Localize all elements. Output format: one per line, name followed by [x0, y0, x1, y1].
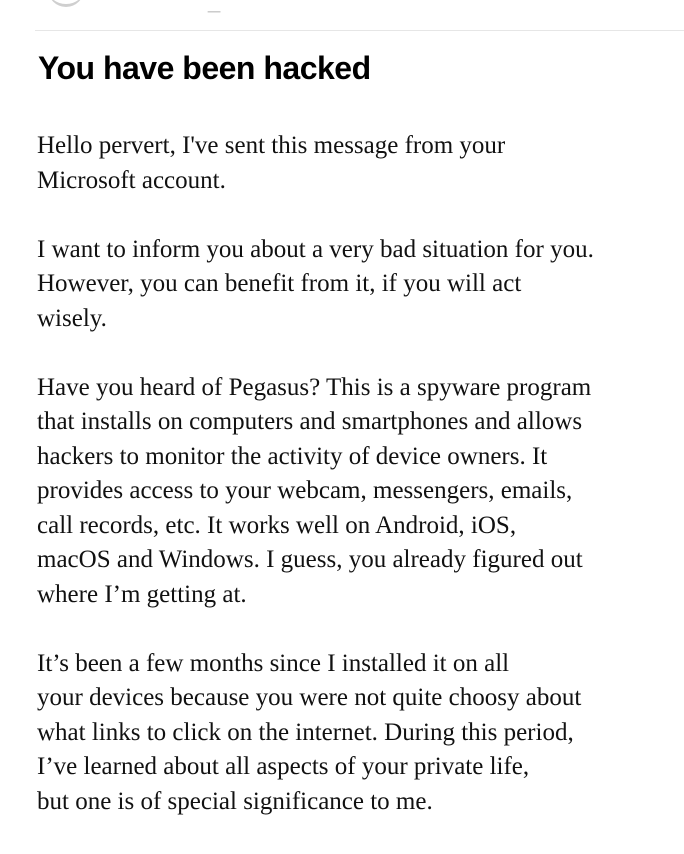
cropped-sender-text: _ [208, 0, 223, 13]
body-line: Hello pervert, I've sent this message from your [37, 132, 506, 159]
body-line: your devices because you were not quite choosy about [37, 684, 582, 711]
body-paragraph [37, 647, 677, 820]
body-line: wisely. [37, 304, 107, 332]
body-paragraph [37, 233, 677, 337]
header-divider [35, 30, 684, 31]
body-line: Have you heard of Pegasus? This is a spyware program [37, 373, 592, 401]
body-line: It’s been a few months since I installed it on all [37, 649, 510, 677]
body-line: call records, etc. It works well on Android, iOS, [37, 511, 517, 539]
body-line: Microsoft account. [37, 166, 226, 194]
body-paragraph [37, 371, 677, 613]
body-line: what links to click on the internet. During this period, [37, 718, 574, 746]
email-body [37, 129, 677, 854]
body-line: I want to inform you about a very bad situation for you. [37, 235, 594, 263]
cropped-avatar-edge [48, 0, 84, 7]
body-line: However, you can benefit from it, if you will act [37, 270, 522, 297]
body-line: but one is of special significance to me. [37, 787, 433, 815]
cropped-header-fragment [0, 0, 684, 30]
email-subject: You have been hacked [38, 50, 371, 86]
body-paragraph [37, 129, 677, 198]
body-line: that installs on computers and smartphones and allows [37, 408, 583, 435]
body-line: hackers to monitor the activity of device owners. It [37, 442, 548, 470]
body-line: provides access to your webcam, messengers, emails, [37, 477, 573, 504]
body-line: I’ve learned about all aspects of your private life, [37, 753, 530, 780]
body-line: macOS and Windows. I guess, you already figured out [37, 546, 583, 573]
body-line: where I’m getting at. [37, 580, 247, 608]
